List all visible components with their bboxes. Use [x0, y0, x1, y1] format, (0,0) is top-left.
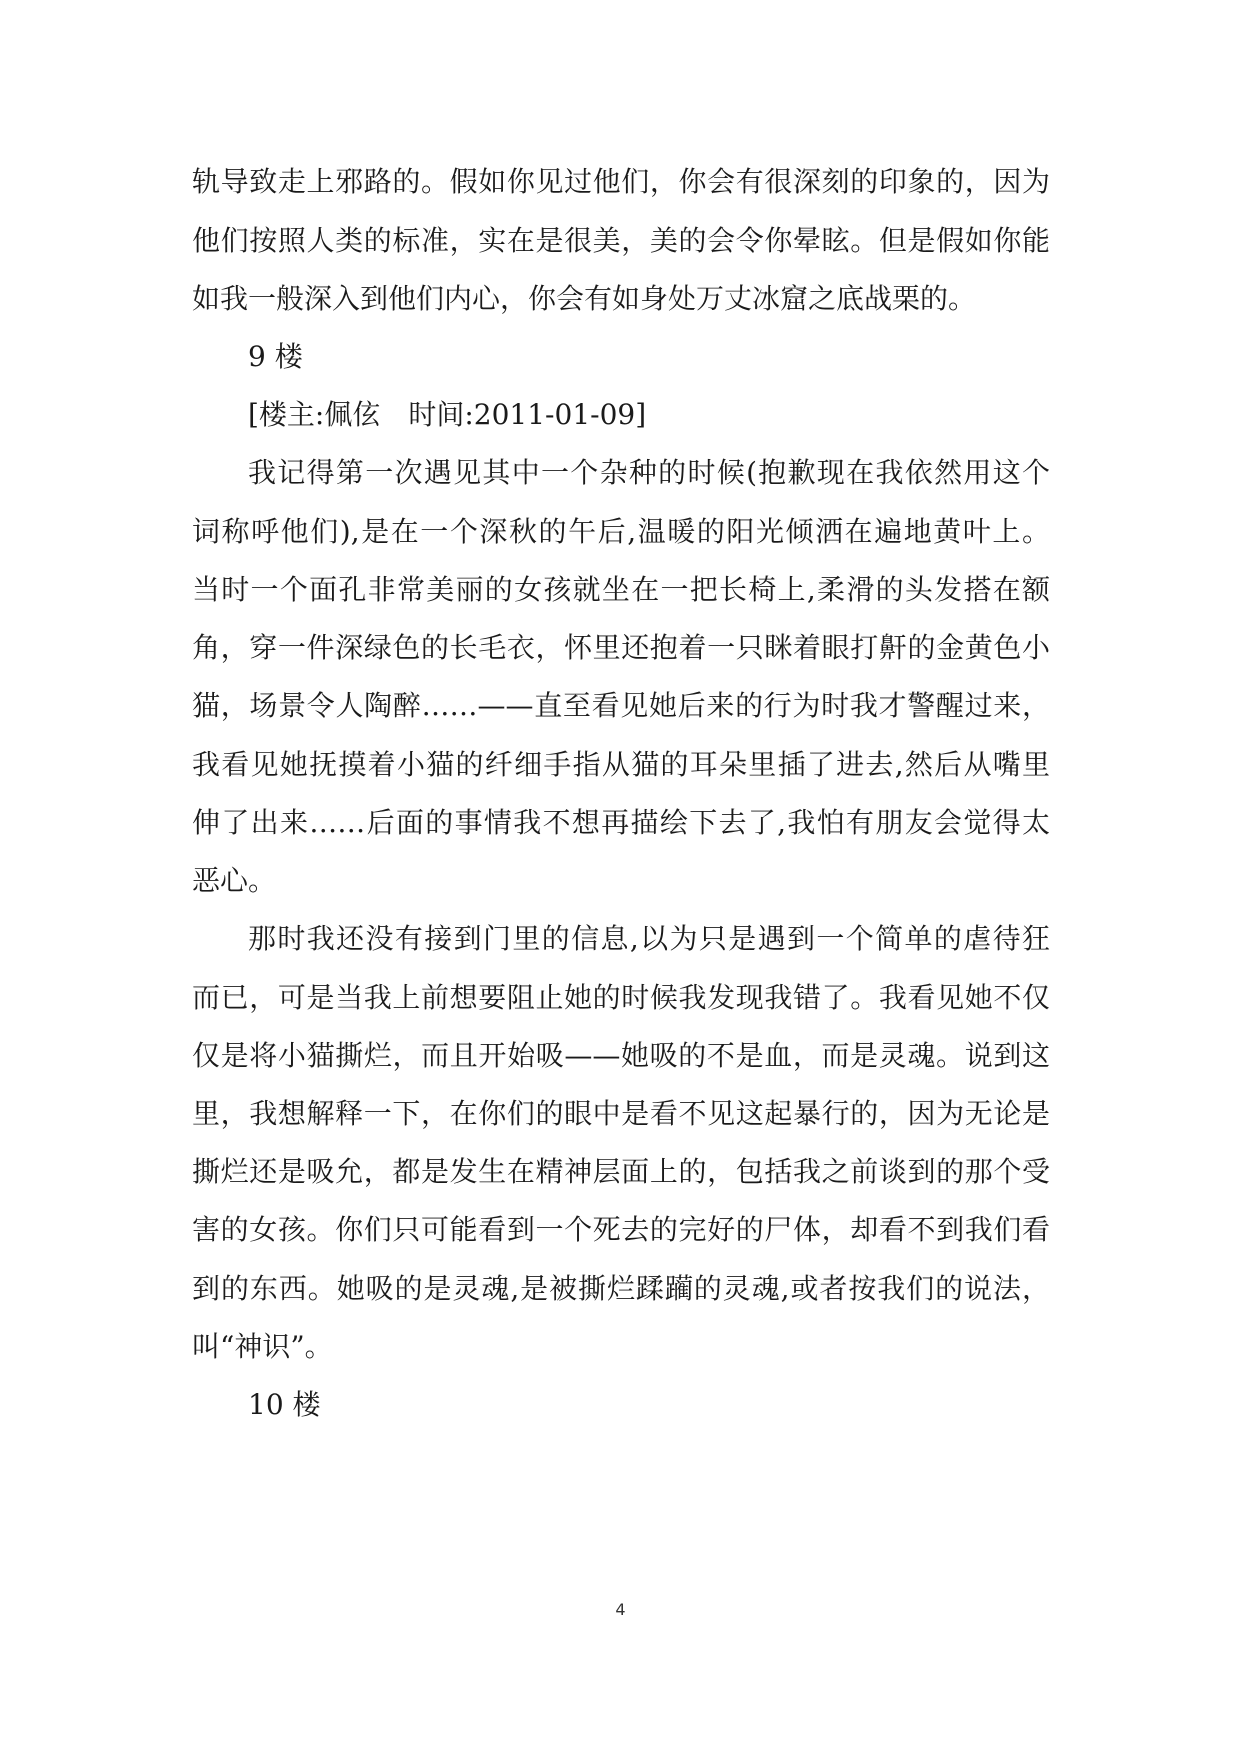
paragraph-line: 词称呼他们),是在一个深秋的午后,温暖的阳光倾洒在遍地黄叶上。	[192, 515, 1050, 548]
paragraph-line: 轨导致走上邪路的。假如你见过他们，你会有很深刻的印象的，因为	[192, 165, 1050, 198]
paragraph-line: 叫“神识”。	[192, 1330, 333, 1363]
paragraph-line: 仅是将小猫撕烂，而且开始吸——她吸的不是血，而是灵魂。说到这	[192, 1039, 1050, 1072]
paragraph-line: 到的东西。她吸的是灵魂,是被撕烂蹂躏的灵魂,或者按我们的说法，	[192, 1272, 1050, 1305]
floor-heading: 10 楼	[248, 1388, 321, 1421]
post-meta: [楼主:佩伭 时间:2011-01-09]	[248, 398, 647, 431]
page-number: 4	[615, 1600, 626, 1619]
paragraph-line: 我记得第一次遇见其中一个杂种的时候(抱歉现在我依然用这个	[248, 456, 1050, 489]
paragraph-line: 角，穿一件深绿色的长毛衣，怀里还抱着一只眯着眼打鼾的金黄色小	[192, 631, 1050, 664]
paragraph-line: 撕烂还是吸允，都是发生在精神层面上的，包括我之前谈到的那个受	[192, 1155, 1050, 1188]
paragraph-line: 如我一般深入到他们内心，你会有如身处万丈冰窟之底战栗的。	[192, 282, 977, 315]
paragraph-line: 里，我想解释一下，在你们的眼中是看不见这起暴行的，因为无论是	[192, 1097, 1050, 1130]
paragraph-line: 恶心。	[192, 864, 277, 897]
paragraph-line: 害的女孩。你们只可能看到一个死去的完好的尸体，却看不到我们看	[192, 1213, 1050, 1246]
paragraph-line: 那时我还没有接到门里的信息,以为只是遇到一个简单的虐待狂	[248, 922, 1050, 955]
paragraph-line: 他们按照人类的标准，实在是很美，美的会令你晕眩。但是假如你能	[192, 224, 1050, 257]
floor-heading: 9 楼	[248, 340, 303, 373]
paragraph-line: 而已，可是当我上前想要阻止她的时候我发现我错了。我看见她不仅	[192, 981, 1050, 1014]
paragraph-line: 猫，场景令人陶醉……——直至看见她后来的行为时我才警醒过来，	[192, 689, 1050, 722]
paragraph-line: 当时一个面孔非常美丽的女孩就坐在一把长椅上,柔滑的头发搭在额	[192, 573, 1050, 606]
paragraph-line: 我看见她抚摸着小猫的纤细手指从猫的耳朵里插了进去,然后从嘴里	[192, 748, 1050, 781]
paragraph-line: 伸了出来……后面的事情我不想再描绘下去了,我怕有朋友会觉得太	[192, 806, 1050, 839]
